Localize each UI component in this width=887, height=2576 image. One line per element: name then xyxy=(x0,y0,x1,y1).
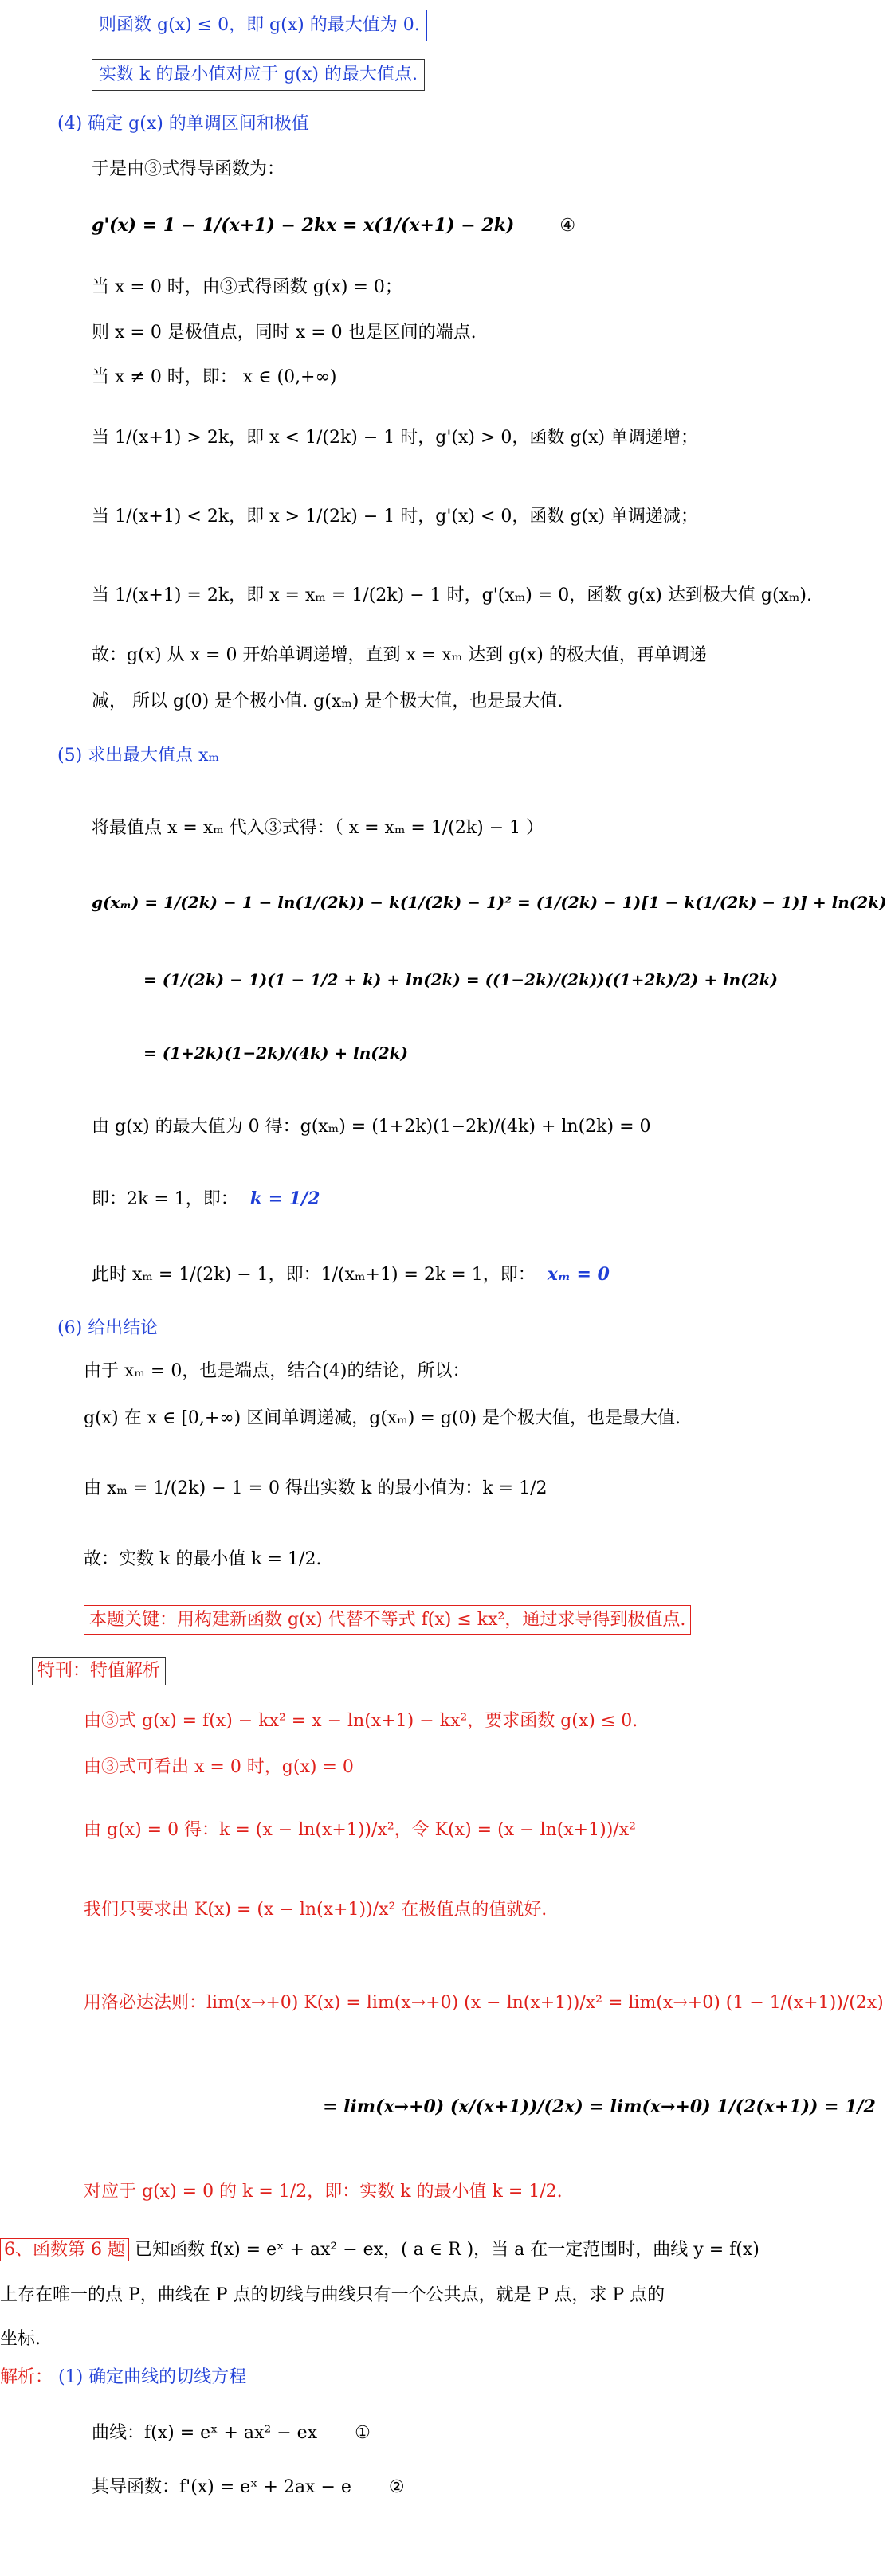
intro-line-2: 实数 k 的最小值对应于 g(x) 的最大值点. xyxy=(92,59,425,91)
problem6-line-2: 上存在唯一的点 P，曲线在 P 点的切线与曲线只有一个公共点，就是 P 点，求 P 点的 xyxy=(0,2285,665,2305)
section4-line-5: 当 1/(x+1) > 2k，即 x < 1/(2k) − 1 时，g'(x) > 0，函数 g(x) 单调递增； xyxy=(92,428,699,448)
special-line-5: 用洛必达法则：lim(x→+0) K(x) = lim(x→+0) (x − ln(x+1))/x² = lim(x→+0) (1 − 1/(x+1))/(2x) xyxy=(84,1993,884,2013)
section4-line-7: 当 1/(x+1) = 2k，即 x = xₘ = 1/(2k) − 1 时，g'(xₘ) = 0，函数 g(x) 达到极大值 g(xₘ). xyxy=(92,585,812,605)
section4-line-2: 当 x = 0 时，由③式得函数 g(x) = 0； xyxy=(92,277,402,297)
section4-line-8: 故：g(x) 从 x = 0 开始单调递增，直到 x = xₘ 达到 g(x) 的极大值，再单调递 xyxy=(92,645,707,665)
result-k: k = 1/2 xyxy=(249,1188,320,1209)
section6-line-3: 由 xₘ = 1/(2k) − 1 = 0 得出实数 k 的最小值为：k = 1/2 xyxy=(84,1478,548,1498)
section4-line-4: 当 x ≠ 0 时，即： x ∈ (0,+∞) xyxy=(92,367,337,387)
key-point: 本题关键：用构建新函数 g(x) 代替不等式 f(x) ≤ kx²，通过求导得到极值点. xyxy=(84,1605,691,1635)
section6-line-1: 由于 xₘ = 0，也是端点，结合(4)的结论，所以： xyxy=(84,1361,470,1381)
problem6-curve: 曲线：f(x) = eˣ + ax² − ex ① xyxy=(92,2423,371,2443)
eq-tag-2: ② xyxy=(388,2477,405,2497)
eq-tag-1: ① xyxy=(355,2423,371,2443)
section4-line-9: 减， 所以 g(0) 是个极小值. g(xₘ) 是个极大值，也是最大值. xyxy=(92,691,563,711)
section5-title: (5) 求出最大值点 xₘ xyxy=(57,746,220,765)
problem6-derivative: 其导函数：f'(x) = eˣ + 2ax − e ② xyxy=(92,2477,405,2497)
section4-title: (4) 确定 g(x) 的单调区间和极值 xyxy=(57,114,309,134)
section4-line-1: 于是由③式得导函数为： xyxy=(92,159,285,179)
section6-title: (6) 给出结论 xyxy=(57,1318,159,1338)
special-line-7: 对应于 g(x) = 0 的 k = 1/2，即：实数 k 的最小值 k = 1/2. xyxy=(84,2182,563,2202)
section4-line-6: 当 1/(x+1) < 2k，即 x > 1/(2k) − 1 时，g'(x) < 0，函数 g(x) 单调递减； xyxy=(92,507,699,527)
section6-line-4: 故：实数 k 的最小值 k = 1/2. xyxy=(84,1549,322,1569)
problem6-analysis: 解析： (1) 确定曲线的切线方程 xyxy=(0,2367,247,2387)
special-line-1: 由③式 g(x) = f(x) − kx² = x − ln(x+1) − kx²，要求函数 g(x) ≤ 0. xyxy=(84,1711,638,1731)
special-line-2: 由③式可看出 x = 0 时，g(x) = 0 xyxy=(84,1757,354,1777)
special-line-4: 我们只要求出 K(x) = (x − ln(x+1))/x² 在极值点的值就好. xyxy=(84,1900,548,1920)
result-xm: xₘ = 0 xyxy=(547,1264,610,1285)
section6-line-2: g(x) 在 x ∈ [0,+∞) 区间单调递减，g(xₘ) = g(0) 是个极大值，也是最大值. xyxy=(84,1408,681,1428)
section5-eq-3: = (1+2k)(1−2k)/(4k) + ln(2k) xyxy=(143,1043,408,1063)
section5-eq-2: = (1/(2k) − 1)(1 − 1/2 + k) + ln(2k) = ((1−2k)/(2k))((1+2k)/2) + ln(2k) xyxy=(143,970,778,989)
section4-eq4: g'(x) = 1 − 1/(x+1) − 2kx = x(1/(x+1) − 2k) ④ xyxy=(92,215,576,236)
section4-line-3: 则 x = 0 是极值点，同时 x = 0 也是区间的端点. xyxy=(92,323,477,343)
special-line-6: = lim(x→+0) (x/(x+1))/(2x) = lim(x→+0) 1/(2(x+1)) = 1/2 xyxy=(323,2096,876,2117)
section5-eq-1: g(xₘ) = 1/(2k) − 1 − ln(1/(2k)) − k(1/(2k) − 1)² = (1/(2k) − 1)[1 − k(1/(2k) − 1)] + ln(2k) xyxy=(92,893,887,912)
section5-line-1: 将最值点 x = xₘ 代入③式得：（ x = xₘ = 1/(2k) − 1 ） xyxy=(92,818,544,838)
section5-line-4: 此时 xₘ = 1/(2k) − 1，即：1/(xₘ+1) = 2k = 1，即： xₘ = 0 xyxy=(92,1264,610,1285)
problem6-line-1: 6、函数第 6 题 已知函数 f(x) = eˣ + ax² − ex，( a ∈ R )，当 a 在一定范围时，曲线 y = f(x) xyxy=(0,2238,759,2262)
intro-line-1: 则函数 g(x) ≤ 0，即 g(x) 的最大值为 0. xyxy=(92,10,427,41)
section5-line-3: 即：2k = 1，即： k = 1/2 xyxy=(92,1188,320,1209)
special-title: 特刊：特值解析 xyxy=(32,1657,166,1685)
problem6-line-3: 坐标. xyxy=(0,2329,41,2349)
eq-tag-4: ④ xyxy=(559,216,576,236)
problem6-label: 6、函数第 6 题 xyxy=(0,2238,129,2261)
section5-line-2: 由 g(x) 的最大值为 0 得：g(xₘ) = (1+2k)(1−2k)/(4k) + ln(2k) = 0 xyxy=(92,1117,651,1137)
special-line-3: 由 g(x) = 0 得：k = (x − ln(x+1))/x²，令 K(x) = (x − ln(x+1))/x² xyxy=(84,1820,636,1840)
